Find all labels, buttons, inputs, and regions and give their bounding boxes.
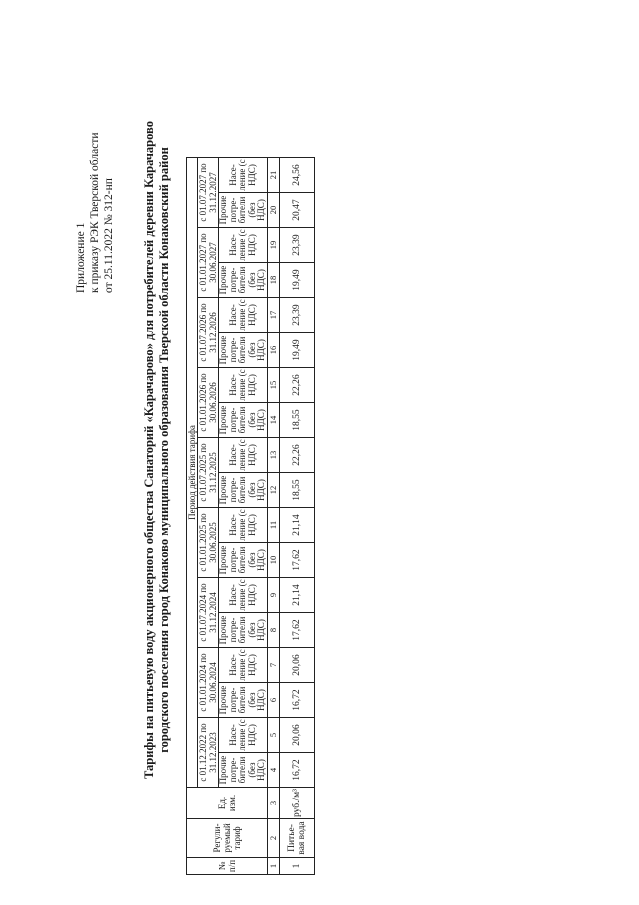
index-cell: 10	[267, 543, 279, 578]
subheader-other: Прочие потре-бители (без НДС)	[219, 543, 268, 578]
index-cell: 5	[267, 718, 279, 753]
header-row-1	[187, 158, 198, 875]
subheader-population: Насе-ление (с НДС)	[219, 718, 268, 753]
subheader-population: Насе-ление (с НДС)	[219, 508, 268, 543]
period-header: с 01.01.2024 по 30.06.2024	[198, 648, 219, 718]
value-cell: 20,06	[279, 648, 314, 683]
subheader-population: Насе-ление (с НДС)	[219, 578, 268, 613]
header-row-periods	[198, 158, 219, 875]
subheader-other: Прочие потре-бители (без НДС)	[219, 473, 268, 508]
index-cell: 18	[267, 263, 279, 298]
value-cell: 19,49	[279, 263, 314, 298]
value-cell: 22,26	[279, 368, 314, 403]
index-cell: 4	[267, 753, 279, 788]
value-cell: 22,26	[279, 438, 314, 473]
subheader-population: Насе-ление (с НДС)	[219, 228, 268, 263]
title-line-2: городского поселения город Конаково муниципального образования Тверской области Конаковский район	[157, 147, 171, 753]
index-cell: 15	[267, 368, 279, 403]
period-header: с 01.07.2027 по 31.12.2027	[198, 158, 219, 228]
index-cell: 12	[267, 473, 279, 508]
index-cell: 21	[267, 158, 279, 193]
index-cell: 19	[267, 228, 279, 263]
row-num: 1	[279, 858, 314, 875]
index-row	[267, 158, 279, 875]
value-cell: 19,49	[279, 333, 314, 368]
subheader-other: Прочие потре-бители (без НДС)	[219, 333, 268, 368]
header-period: Период действия тарифа	[187, 158, 198, 788]
index-cell: 3	[267, 788, 279, 819]
subheader-other: Прочие потре-бители (без НДС)	[219, 683, 268, 718]
value-cell: 21,14	[279, 508, 314, 543]
period-header: с 01.01.2026 по 30.06.2026	[198, 368, 219, 438]
subheader-population: Насе-ление (с НДС)	[219, 368, 268, 403]
value-cell: 21,14	[279, 578, 314, 613]
header-row-sub	[219, 158, 268, 875]
value-cell: 16,72	[279, 753, 314, 788]
value-cell: 20,47	[279, 193, 314, 228]
tariff-table	[186, 157, 315, 875]
value-cell: 23,39	[279, 298, 314, 333]
row-tariff: Питье-вая вода	[279, 819, 314, 858]
subheader-other: Прочие потре-бители (без НДС)	[219, 193, 268, 228]
index-cell: 1	[267, 858, 279, 875]
period-header: с 01.07.2026 по 31.12.2026	[198, 298, 219, 368]
appendix-note	[74, 33, 116, 293]
index-cell: 20	[267, 193, 279, 228]
value-cell: 16,72	[279, 683, 314, 718]
value-cell: 23,39	[279, 228, 314, 263]
subheader-other: Прочие потре-бители (без НДС)	[219, 753, 268, 788]
index-cell: 2	[267, 819, 279, 858]
title-line-1: Тарифы на питьевую воду акционерного общества Санаторий «Карачарово» для потребителей деревни Карачарово	[142, 121, 156, 779]
index-cell: 9	[267, 578, 279, 613]
value-cell: 18,55	[279, 403, 314, 438]
index-cell: 6	[267, 683, 279, 718]
subheader-population: Насе-ление (с НДС)	[219, 298, 268, 333]
appendix-line-1: Приложение 1	[75, 222, 87, 293]
header-tariff: Регули-руемый тариф	[187, 819, 268, 858]
subheader-population: Насе-ление (с НДС)	[219, 438, 268, 473]
period-header: с 01.12.2022 по 31.12.2023	[198, 718, 219, 788]
value-cell: 18,55	[279, 473, 314, 508]
row-unit: руб./м³	[279, 788, 314, 819]
subheader-other: Прочие потре-бители (без НДС)	[219, 263, 268, 298]
period-header: с 01.07.2024 по 31.12.2024	[198, 578, 219, 648]
subheader-other: Прочие потре-бители (без НДС)	[219, 613, 268, 648]
index-cell: 14	[267, 403, 279, 438]
header-unit: Ед. изм.	[187, 788, 268, 819]
value-cell: 17,62	[279, 543, 314, 578]
period-header: с 01.01.2027 по 30.06.2027	[198, 228, 219, 298]
value-cell: 17,62	[279, 613, 314, 648]
table-row	[279, 158, 314, 875]
document-title	[142, 50, 172, 850]
index-cell: 8	[267, 613, 279, 648]
subheader-population: Насе-ление (с НДС)	[219, 648, 268, 683]
subheader-other: Прочие потре-бители (без НДС)	[219, 403, 268, 438]
period-header: с 01.07.2025 по 31.12.2025	[198, 438, 219, 508]
header-num: № п/п	[187, 858, 268, 875]
appendix-line-2: к приказу РЭК Тверской области	[89, 132, 101, 293]
index-cell: 11	[267, 508, 279, 543]
value-cell: 20,06	[279, 718, 314, 753]
index-cell: 7	[267, 648, 279, 683]
index-cell: 17	[267, 298, 279, 333]
appendix-line-3: от 25.11.2022 № 312-нп	[103, 178, 115, 293]
index-cell: 16	[267, 333, 279, 368]
subheader-population: Насе-ление (с НДС)	[219, 158, 268, 193]
index-cell: 13	[267, 438, 279, 473]
value-cell: 24,56	[279, 158, 314, 193]
period-header: с 01.01.2025 по 30.06.2025	[198, 508, 219, 578]
